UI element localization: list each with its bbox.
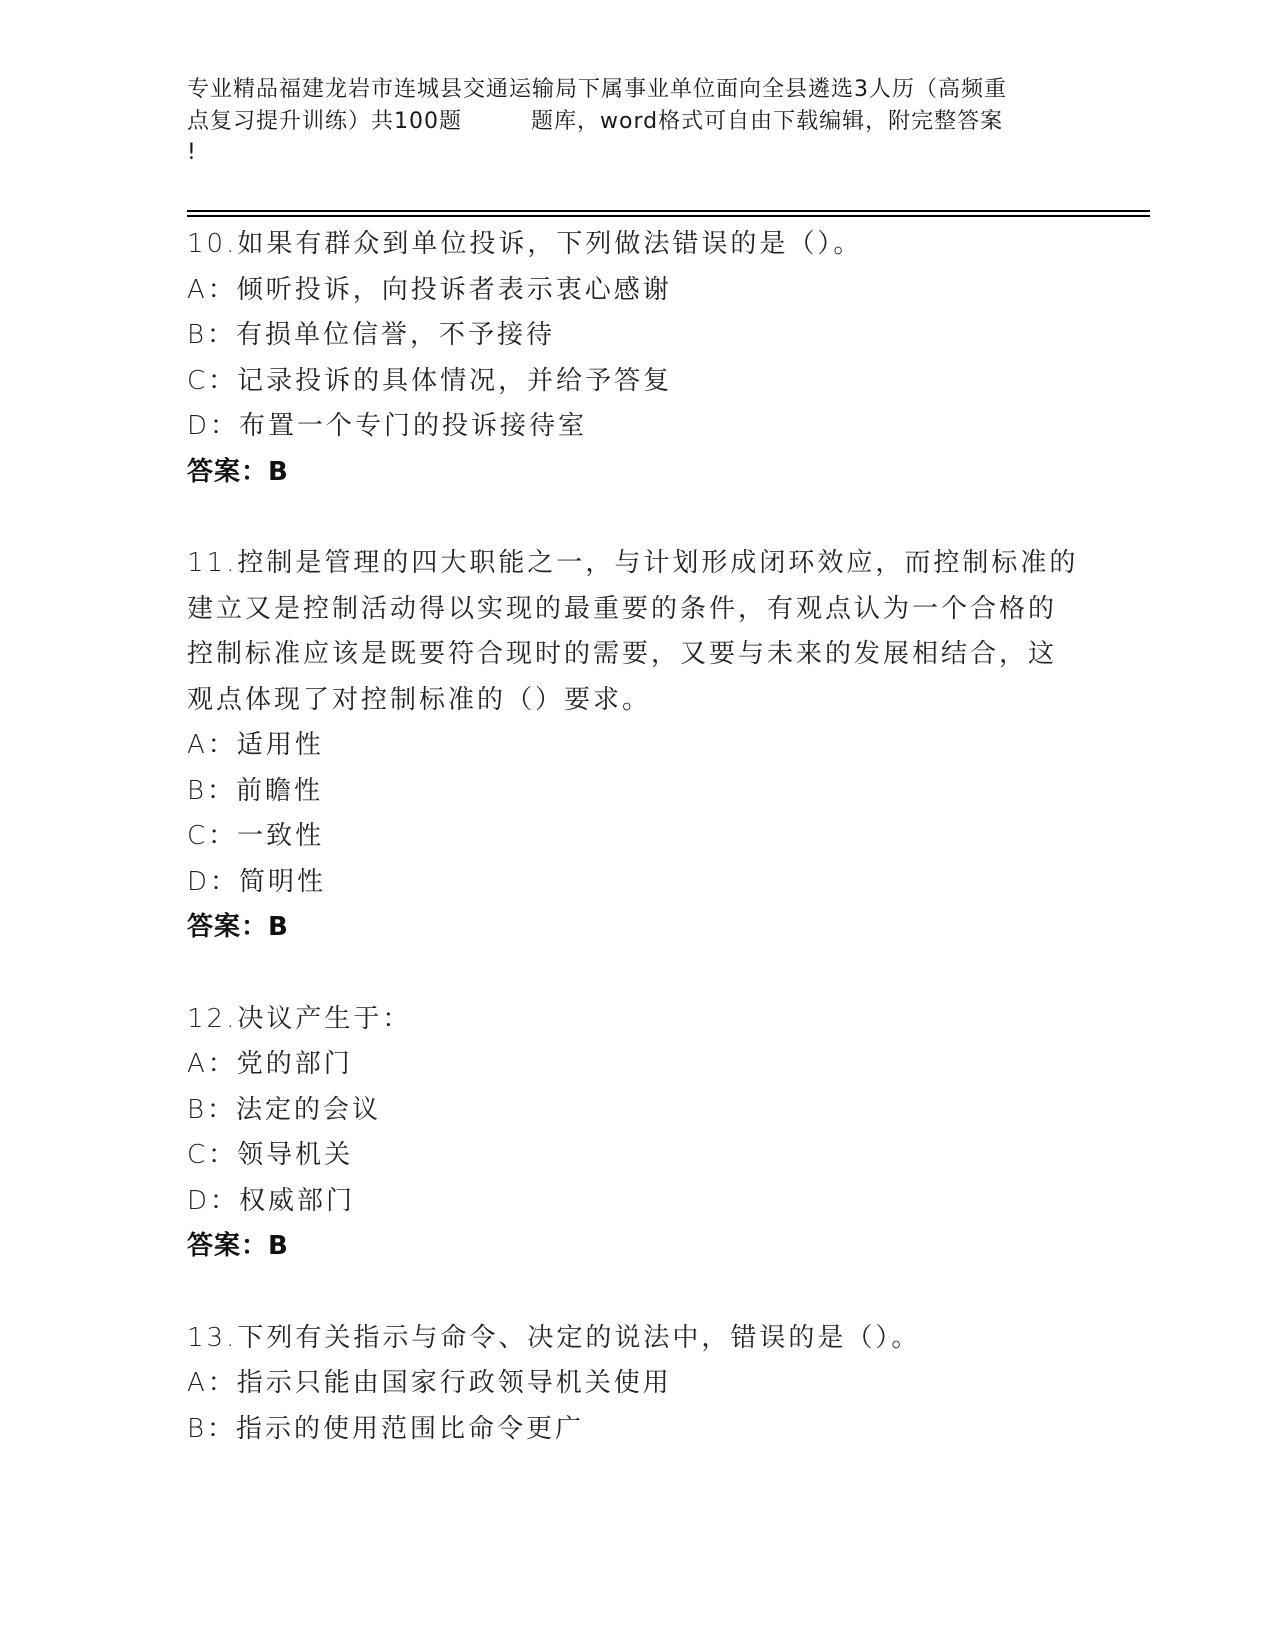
option-c: C：记录投诉的具体情况，并给予答复 — [187, 365, 673, 396]
question-text: 13.下列有关指示与命令、决定的说法中，错误的是（）。 — [187, 1322, 921, 1353]
option-a: A：指示只能由国家行政领导机关使用 — [187, 1368, 672, 1398]
option-a: A：适用性 — [187, 730, 324, 760]
option-d: D：布置一个专门的投诉接待室 — [187, 411, 588, 441]
option-c: C：领导机关 — [187, 1140, 354, 1170]
question-text: 观点体现了对控制标准的（）要求。 — [187, 684, 652, 715]
question-text: 建立又是控制活动得以实现的最重要的条件，有观点认为一个合格的 — [187, 593, 1058, 624]
option-d: D：简明性 — [187, 866, 327, 897]
option-a: A：倾听投诉，向投诉者表示衷心感谢 — [187, 274, 672, 305]
question-text: 11.控制是管理的四大职能之一，与计划形成闭环效应，而控制标准的 — [187, 548, 1079, 578]
document-header — [187, 74, 1087, 169]
header-divider-bottom — [187, 215, 1150, 217]
spacer — [187, 495, 1087, 541]
option-d: D：权威部门 — [187, 1185, 356, 1216]
header-line-1: 专业精品福建龙岩市连城县交通运输局下属事业单位面向全县遴选3人历（高频重 — [187, 77, 1007, 102]
option-b: B：法定的会议 — [187, 1094, 382, 1125]
question-list — [187, 222, 1087, 1452]
header-line-3: ! — [187, 140, 197, 165]
option-a: A：党的部门 — [187, 1049, 353, 1079]
question-text: 控制标准应该是既要符合现时的需要，又要与未来的发展相结合，这 — [187, 639, 1058, 669]
answer: 答案：B — [187, 912, 289, 942]
option-c: C：一致性 — [187, 821, 325, 851]
spacer — [187, 951, 1087, 997]
option-b: B：前瞻性 — [187, 775, 324, 806]
question-text: 12.决议产生于： — [187, 1003, 412, 1034]
option-b: B：指示的使用范围比命令更广 — [187, 1413, 585, 1444]
question-block — [187, 541, 1087, 951]
spacer — [187, 1270, 1087, 1316]
answer: 答案：B — [187, 456, 289, 487]
header-divider-top — [187, 210, 1150, 212]
question-block — [187, 997, 1087, 1270]
question-text: 10.如果有群众到单位投诉，下列做法错误的是（）。 — [187, 229, 863, 259]
question-block — [187, 1316, 1087, 1453]
question-block — [187, 222, 1087, 495]
header-line-2: 点复习提升训练）共100题 题库，word格式可自由下载编辑，附完整答案 — [187, 108, 1004, 134]
answer: 答案：B — [187, 1231, 289, 1261]
option-b: B：有损单位信誉，不予接待 — [187, 320, 556, 350]
